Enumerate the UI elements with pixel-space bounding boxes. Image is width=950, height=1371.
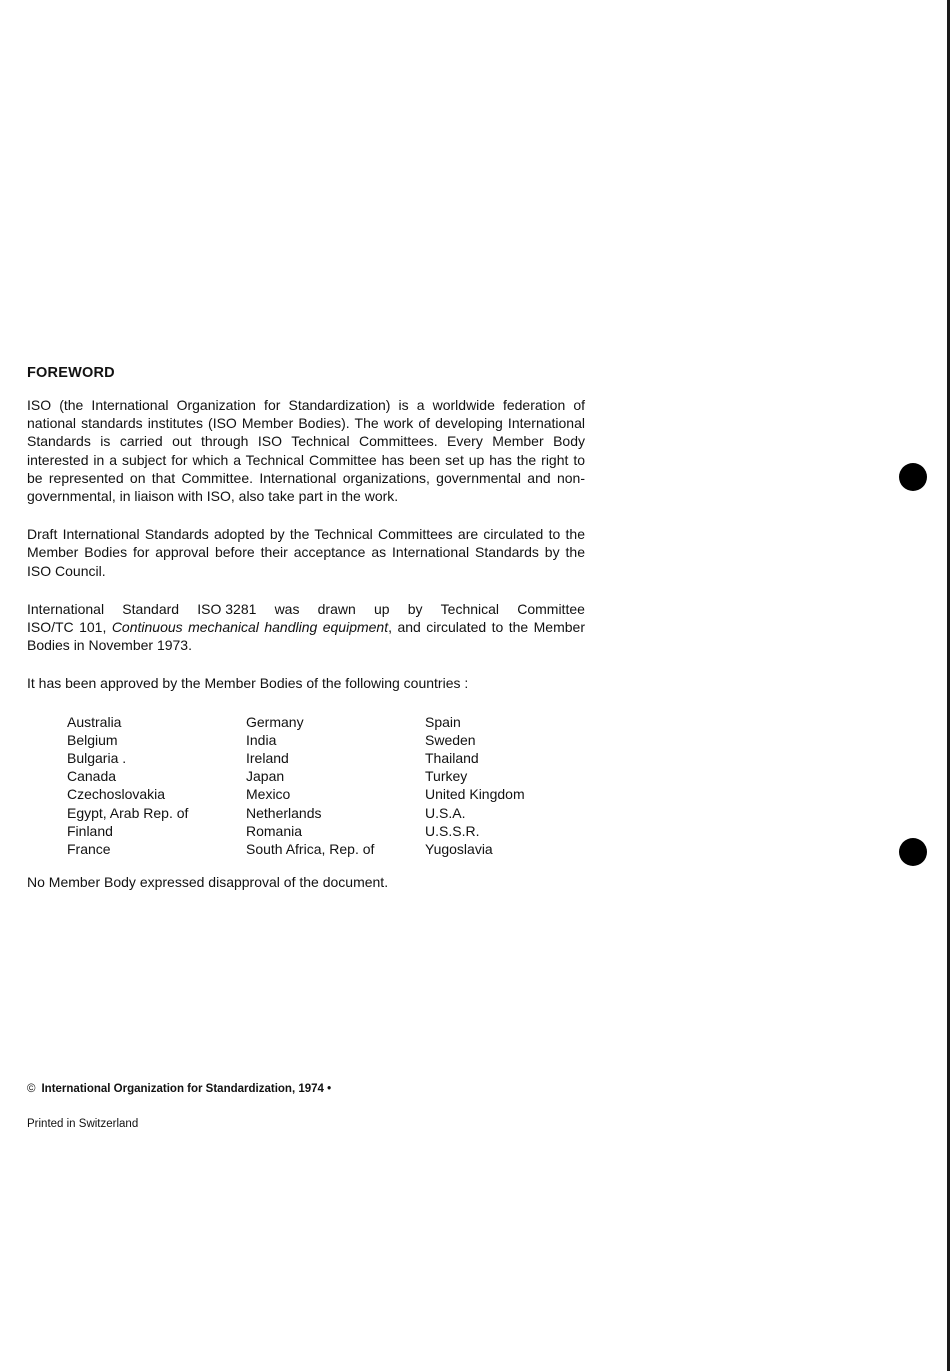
committee-subject: Continuous mechanical handling equipment <box>111 619 389 636</box>
copyright-line <box>27 1082 331 1096</box>
foreword-section <box>27 364 585 911</box>
p3-word: by <box>407 600 423 617</box>
foreword-paragraph-3 <box>27 600 585 655</box>
country-item: United Kingdom <box>425 786 525 803</box>
country-list <box>67 713 585 859</box>
country-item: Germany <box>246 713 304 730</box>
circulation-note: , and circulated to the Member Bodies in November 1973. <box>27 619 585 654</box>
country-item: Sweden <box>425 731 476 748</box>
country-item: Egypt, Arab Rep. of <box>67 804 189 821</box>
country-item: Australia <box>67 713 122 730</box>
p3-word: Standard <box>122 600 180 617</box>
country-item: Netherlands <box>246 804 322 821</box>
foreword-paragraph-2: Draft International Standards adopted by the Technical Committees are circulated to the Member Bodies for approval before their acceptance as International Standards by the ISO Council. <box>27 526 585 579</box>
country-item: France <box>67 841 111 858</box>
printed-in: Printed in Switzerland <box>27 1118 139 1130</box>
country-item: Thailand <box>425 750 479 767</box>
p3-word: Technical <box>440 600 500 617</box>
paragraph-3-rest <box>27 618 585 654</box>
p3-word: International <box>27 600 105 617</box>
p3-word: up <box>373 600 390 617</box>
p3-word: ISO 3281 <box>197 600 257 617</box>
country-item: Czechoslovakia <box>67 786 166 803</box>
country-item: Spain <box>425 713 461 730</box>
p3-word: drawn <box>317 600 356 617</box>
country-item: Canada <box>67 768 117 785</box>
punch-hole-top <box>899 463 927 491</box>
approval-intro: It has been approved by the Member Bodies of the following countries : <box>27 675 469 692</box>
committee-ref: ISO/TC 101, <box>27 619 112 636</box>
p3-word: was <box>274 600 300 617</box>
foreword-paragraph-1: ISO (the International Organization for Standardization) is a worldwide federation of national standards institutes (ISO Member Bodies). The work of developing International Standards is carried out through ISO Technical Committees. Every Member Body interested in a subject for which a Technical Committee has been set up has the right to be represented on that Committee. International organizations, governmental and non-governmental, in liaison with ISO, also take part in the work. <box>27 397 585 505</box>
country-column-1 <box>67 713 188 859</box>
country-item: Ireland <box>246 750 289 767</box>
disapproval-statement: No Member Body expressed disapproval of the document. <box>27 873 389 890</box>
country-item: Romania <box>246 822 303 839</box>
country-item: Turkey <box>425 768 468 785</box>
country-item: Finland <box>67 822 113 839</box>
country-item: Yugoslavia <box>425 841 493 858</box>
country-item: Mexico <box>246 786 291 803</box>
country-item: Japan <box>246 768 285 785</box>
country-item: U.S.A. <box>425 804 466 821</box>
copyright-icon: © <box>27 1083 36 1095</box>
country-item: South Africa, Rep. of <box>246 841 375 858</box>
country-item: U.S.S.R. <box>425 822 480 839</box>
foreword-heading: FOREWORD <box>27 365 115 381</box>
country-item: Bulgaria . <box>67 750 127 767</box>
country-item: Belgium <box>67 731 118 748</box>
country-item: India <box>246 731 277 748</box>
copyright-text: International Organization for Standardization, 1974 • <box>41 1083 332 1095</box>
paragraph-3-first-line <box>27 600 585 618</box>
p3-word: Committee <box>517 600 585 617</box>
country-column-3 <box>425 713 525 859</box>
punch-hole-bottom <box>899 838 927 866</box>
country-column-2 <box>246 713 374 859</box>
